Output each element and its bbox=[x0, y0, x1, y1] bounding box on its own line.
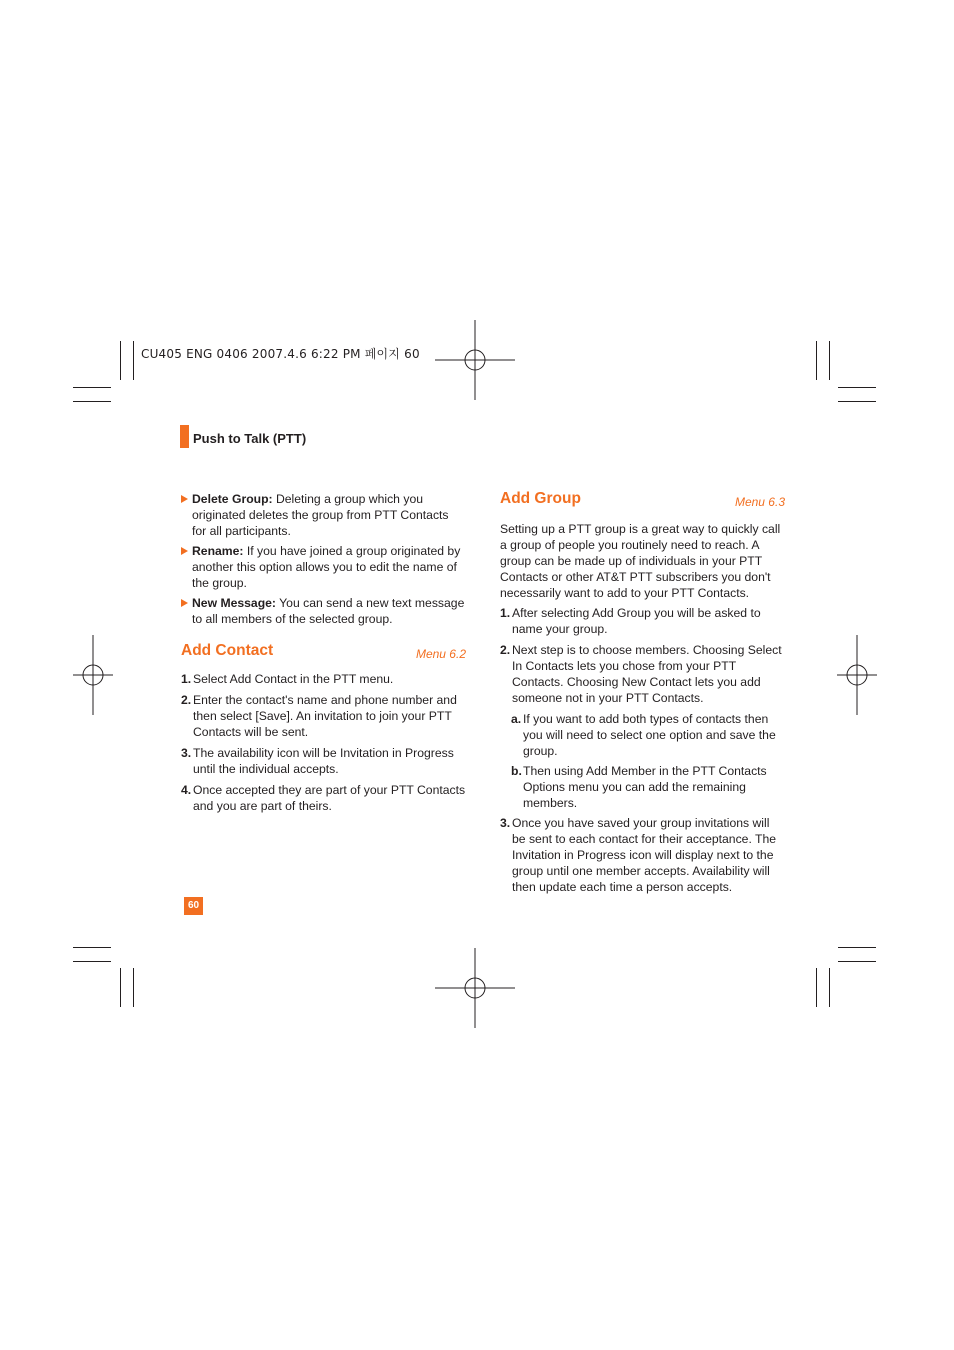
header-accent-bar bbox=[180, 425, 189, 448]
bullet-text: If you have joined a group originated by another this option allows you to edit the name of the group. bbox=[192, 544, 461, 590]
list-item bbox=[181, 745, 466, 777]
substep-text: Then using Add Member in the PTT Contacts Options menu you can add the remaining members. bbox=[523, 764, 767, 810]
crop-mark-tr-v2 bbox=[829, 341, 830, 380]
print-slug: CU405 ENG 0406 2007.4.6 6:22 PM 페이지 60 bbox=[141, 347, 420, 361]
substep-text: If you want to add both types of contacts then you will need to select one option and save the group. bbox=[523, 712, 776, 758]
bullet-item bbox=[181, 491, 466, 539]
triangle-bullet-icon bbox=[181, 547, 188, 555]
crop-mark-tl-h2 bbox=[73, 401, 111, 402]
crop-mark-br-h1 bbox=[838, 947, 876, 948]
crop-mark-tl-v2 bbox=[133, 341, 134, 380]
crop-mark-tl-h1 bbox=[73, 387, 111, 388]
list-item bbox=[181, 671, 466, 687]
crop-mark-tr-h2 bbox=[838, 401, 876, 402]
crop-mark-bl-h2 bbox=[73, 961, 111, 962]
registration-left-icon bbox=[53, 635, 133, 715]
crop-mark-tr-v1 bbox=[816, 341, 817, 380]
right-column bbox=[500, 491, 785, 900]
crop-mark-br-v2 bbox=[829, 968, 830, 1007]
list-item bbox=[181, 782, 466, 814]
crop-mark-tl-v1 bbox=[120, 341, 121, 380]
substep-letter: a. bbox=[511, 712, 522, 726]
crop-mark-bl-v1 bbox=[120, 968, 121, 1007]
registration-top-icon bbox=[435, 320, 515, 400]
substep-letter: b. bbox=[511, 764, 522, 778]
section-title: Add Group bbox=[500, 490, 581, 507]
crop-mark-br-v1 bbox=[816, 968, 817, 1007]
crop-mark-br-h2 bbox=[838, 961, 876, 962]
sub-list-item bbox=[500, 711, 785, 759]
crop-mark-tr-h1 bbox=[838, 387, 876, 388]
bullet-label: New Message: bbox=[192, 596, 276, 610]
crop-mark-bl-h1 bbox=[73, 947, 111, 948]
list-item bbox=[500, 815, 785, 895]
section-heading-add-group bbox=[500, 491, 785, 511]
step-number: 3. bbox=[181, 746, 192, 760]
bullet-label: Delete Group: bbox=[192, 492, 273, 506]
bullet-label: Rename: bbox=[192, 544, 244, 558]
sub-list-item bbox=[500, 763, 785, 811]
step-text: Once you have saved your group invitations will be sent to each contact for their acceptance. The Invitation in Progress icon will display next to the group until one member accepts. Availability will then update each time a person accepts. bbox=[512, 816, 777, 894]
page-number: 60 bbox=[184, 897, 203, 915]
step-number: 1. bbox=[181, 672, 192, 686]
bullet-text: Deleting a group which you originated deletes the group from PTT Contacts for all participants. bbox=[192, 492, 449, 538]
step-text: After selecting Add Group you will be asked to name your group. bbox=[512, 606, 761, 636]
list-item bbox=[500, 642, 785, 706]
bullet-item bbox=[181, 595, 466, 627]
page-title: Push to Talk (PTT) bbox=[193, 431, 307, 446]
bullet-text: You can send a new text message to all members of the selected group. bbox=[192, 596, 465, 626]
crop-mark-bl-v2 bbox=[133, 968, 134, 1007]
step-number: 2. bbox=[181, 693, 192, 707]
step-number: 1. bbox=[500, 606, 511, 620]
triangle-bullet-icon bbox=[181, 599, 188, 607]
step-number: 3. bbox=[500, 816, 511, 830]
list-item bbox=[181, 692, 466, 740]
step-text: Enter the contact's name and phone number and then select [Save]. An invitation to join your PTT Contacts will be sent. bbox=[193, 693, 457, 739]
step-number: 2. bbox=[500, 643, 511, 657]
step-text: The availability icon will be Invitation in Progress until the individual accepts. bbox=[193, 746, 454, 776]
step-text: Select Add Contact in the PTT menu. bbox=[193, 672, 394, 686]
section-title: Add Contact bbox=[181, 642, 274, 659]
list-item bbox=[500, 605, 785, 637]
registration-right-icon bbox=[817, 635, 897, 715]
menu-reference: Menu 6.2 bbox=[415, 647, 466, 661]
registration-bottom-icon bbox=[435, 948, 515, 1028]
triangle-bullet-icon bbox=[181, 495, 188, 503]
menu-reference: Menu 6.3 bbox=[734, 495, 785, 509]
step-text: Next step is to choose members. Choosing Select In Contacts lets you chose from your PTT Contacts. Choosing New Contact lets you add someone not in your PTT Contacts. bbox=[512, 643, 782, 705]
bullet-item bbox=[181, 543, 466, 591]
step-number: 4. bbox=[181, 783, 192, 797]
intro-paragraph: Setting up a PTT group is a great way to quickly call a group of people you routinely need to reach. A group can be made up of individuals in your PTT Contacts or other AT&T PTT subscribers you don't necessarily want to add to your PTT Contacts. bbox=[500, 522, 781, 600]
step-text: Once accepted they are part of your PTT Contacts and you are part of theirs. bbox=[193, 783, 466, 813]
left-column bbox=[181, 491, 466, 819]
section-heading-add-contact bbox=[181, 643, 466, 663]
